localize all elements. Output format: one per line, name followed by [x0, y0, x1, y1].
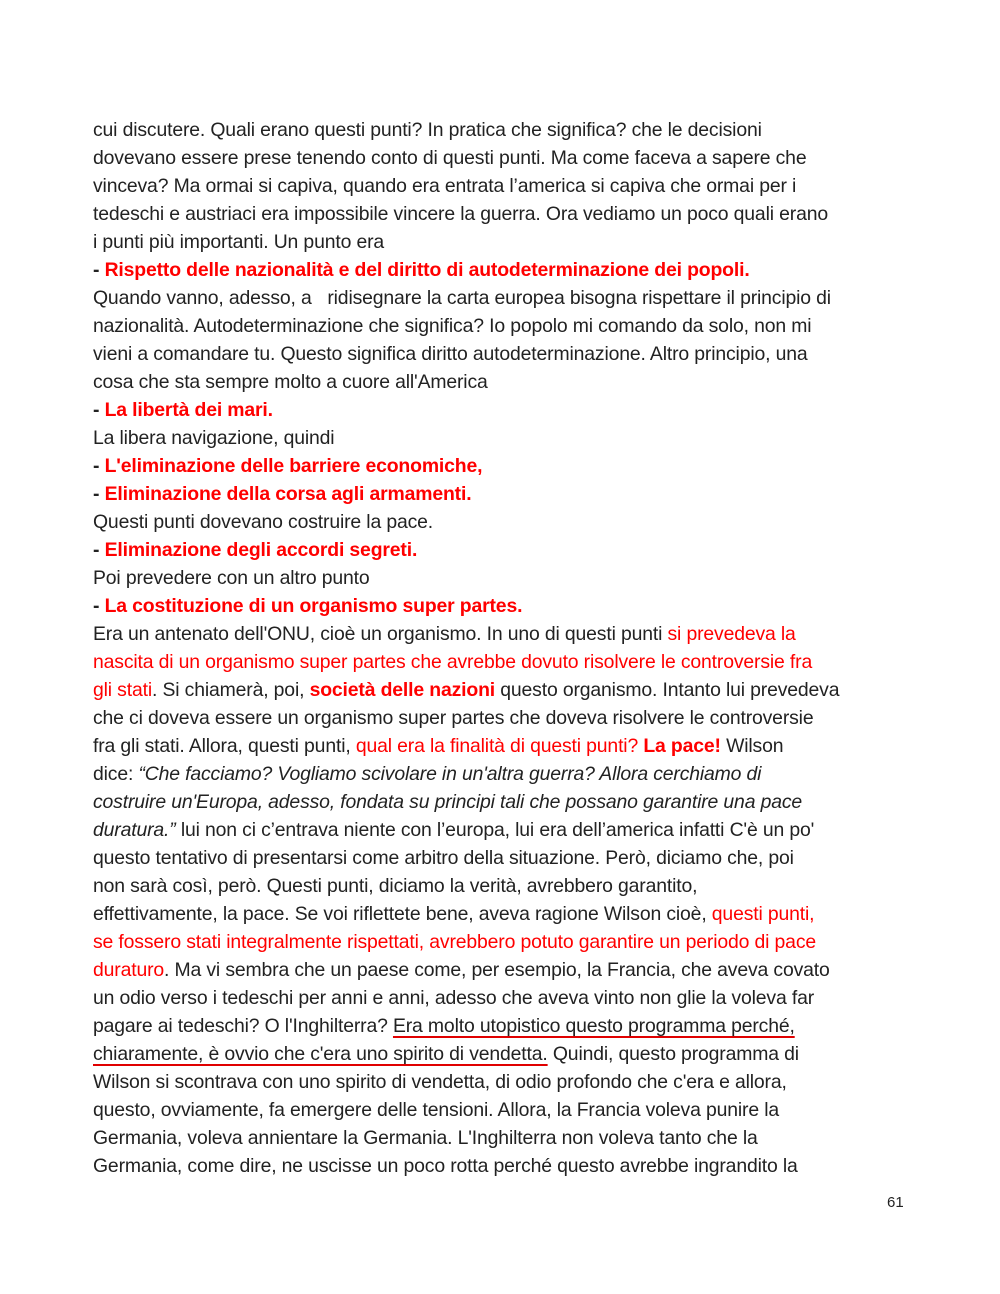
text-line: nascita di un organismo super partes che avrebbe dovuto risolvere le controversie fra [93, 651, 813, 673]
text-line: gli stati. Si chiamerà, poi, società delle nazioni questo organismo. Intanto lui prevedeva [93, 679, 840, 701]
point-heading-4: - Eliminazione della corsa agli armamenti. [93, 483, 472, 505]
text-line: pagare ai tedeschi? O l'Inghilterra? Era molto utopistico questo programma perché, [93, 1015, 795, 1037]
text-line: dovevano essere prese tenendo conto di questi punti. Ma come faceva a sapere che [93, 147, 807, 169]
text-line: Questi punti dovevano costruire la pace. [93, 511, 434, 533]
point-heading-3: - L'eliminazione delle barriere economiche, [93, 455, 483, 477]
point-heading-2: - La libertà dei mari. [93, 399, 273, 421]
point-heading-1: - Rispetto delle nazionalità e del diritto di autodeterminazione dei popoli. [93, 259, 750, 281]
text-line: non sarà così, però. Questi punti, diciamo la verità, avrebbero garantito, [93, 875, 698, 897]
text-line: i punti più importanti. Un punto era [93, 231, 385, 253]
text-line: questo tentativo di presentarsi come arbitro della situazione. Però, diciamo che, poi [93, 847, 794, 869]
text-line: Quando vanno, adesso, a ridisegnare la carta europea bisogna rispettare il principio di [93, 287, 831, 309]
text-line: chiaramente, è ovvio che c'era uno spirito di vendetta. Quindi, questo programma di [93, 1043, 799, 1065]
text-line: effettivamente, la pace. Se voi riflettete bene, aveva ragione Wilson cioè, questi punti, [93, 903, 815, 925]
text-line: se fossero stati integralmente rispettati, avrebbero potuto garantire un periodo di pace [93, 931, 817, 953]
text-line: fra gli stati. Allora, questi punti, qual era la finalità di questi punti? La pace! Wilson [93, 735, 784, 757]
text-line: Poi prevedere con un altro punto [93, 567, 370, 589]
text-line: costruire un'Europa, adesso, fondata su principi tali che possano garantire una pace [93, 791, 803, 813]
text-line: tedeschi e austriaci era impossibile vincere la guerra. Ora vediamo un poco quali erano [93, 203, 828, 225]
text-line: questo, ovviamente, fa emergere delle tensioni. Allora, la Francia voleva punire la [93, 1099, 780, 1121]
text-line: Germania, come dire, ne uscisse un poco rotta perché questo avrebbe ingrandito la [93, 1155, 798, 1177]
point-heading-5: - Eliminazione degli accordi segreti. [93, 539, 418, 561]
text-line: cui discutere. Quali erano questi punti? In pratica che significa? che le decisioni [93, 119, 762, 141]
text-line: cosa che sta sempre molto a cuore all'America [93, 371, 488, 393]
underlined-text: chiaramente, è ovvio che c'era uno spirito di vendetta. [93, 1043, 548, 1065]
text-line: vieni a comandare tu. Questo significa diritto autodeterminazione. Altro principio, una [93, 343, 808, 365]
text-line: dice: “Che facciamo? Vogliamo scivolare in un'altra guerra? Allora cerchiamo di [93, 763, 762, 785]
document-page [93, 116, 913, 1180]
text-line: La libera navigazione, quindi [93, 427, 335, 449]
text-line: Germania, voleva annientare la Germania. L'Inghilterra non voleva tanto che la [93, 1127, 758, 1149]
text-line: un odio verso i tedeschi per anni e anni, adesso che aveva vinto non glie la voleva far [93, 987, 815, 1009]
page-number: 61 [887, 1194, 904, 1211]
text-line: vinceva? Ma ormai si capiva, quando era entrata l’america si capiva che ormai per i [93, 175, 797, 197]
text-line: Wilson si scontrava con uno spirito di vendetta, di odio profondo che c'era e allora, [93, 1071, 787, 1093]
underlined-text: Era molto utopistico questo programma perché, [392, 1015, 795, 1037]
text-line: nazionalità. Autodeterminazione che significa? Io popolo mi comando da solo, non mi [93, 315, 812, 337]
text-line: Era un antenato dell'ONU, cioè un organismo. In uno di questi punti si prevedeva la [93, 623, 796, 645]
text-line: duraturo. Ma vi sembra che un paese come, per esempio, la Francia, che aveva covato [93, 959, 830, 981]
point-heading-6: - La costituzione di un organismo super partes. [93, 595, 523, 617]
text-line: che ci doveva essere un organismo super partes che doveva risolvere le controversie [93, 707, 814, 729]
text-line: duratura.” lui non ci c’entrava niente con l’europa, lui era dell’america infatti C'è un po' [93, 819, 815, 841]
